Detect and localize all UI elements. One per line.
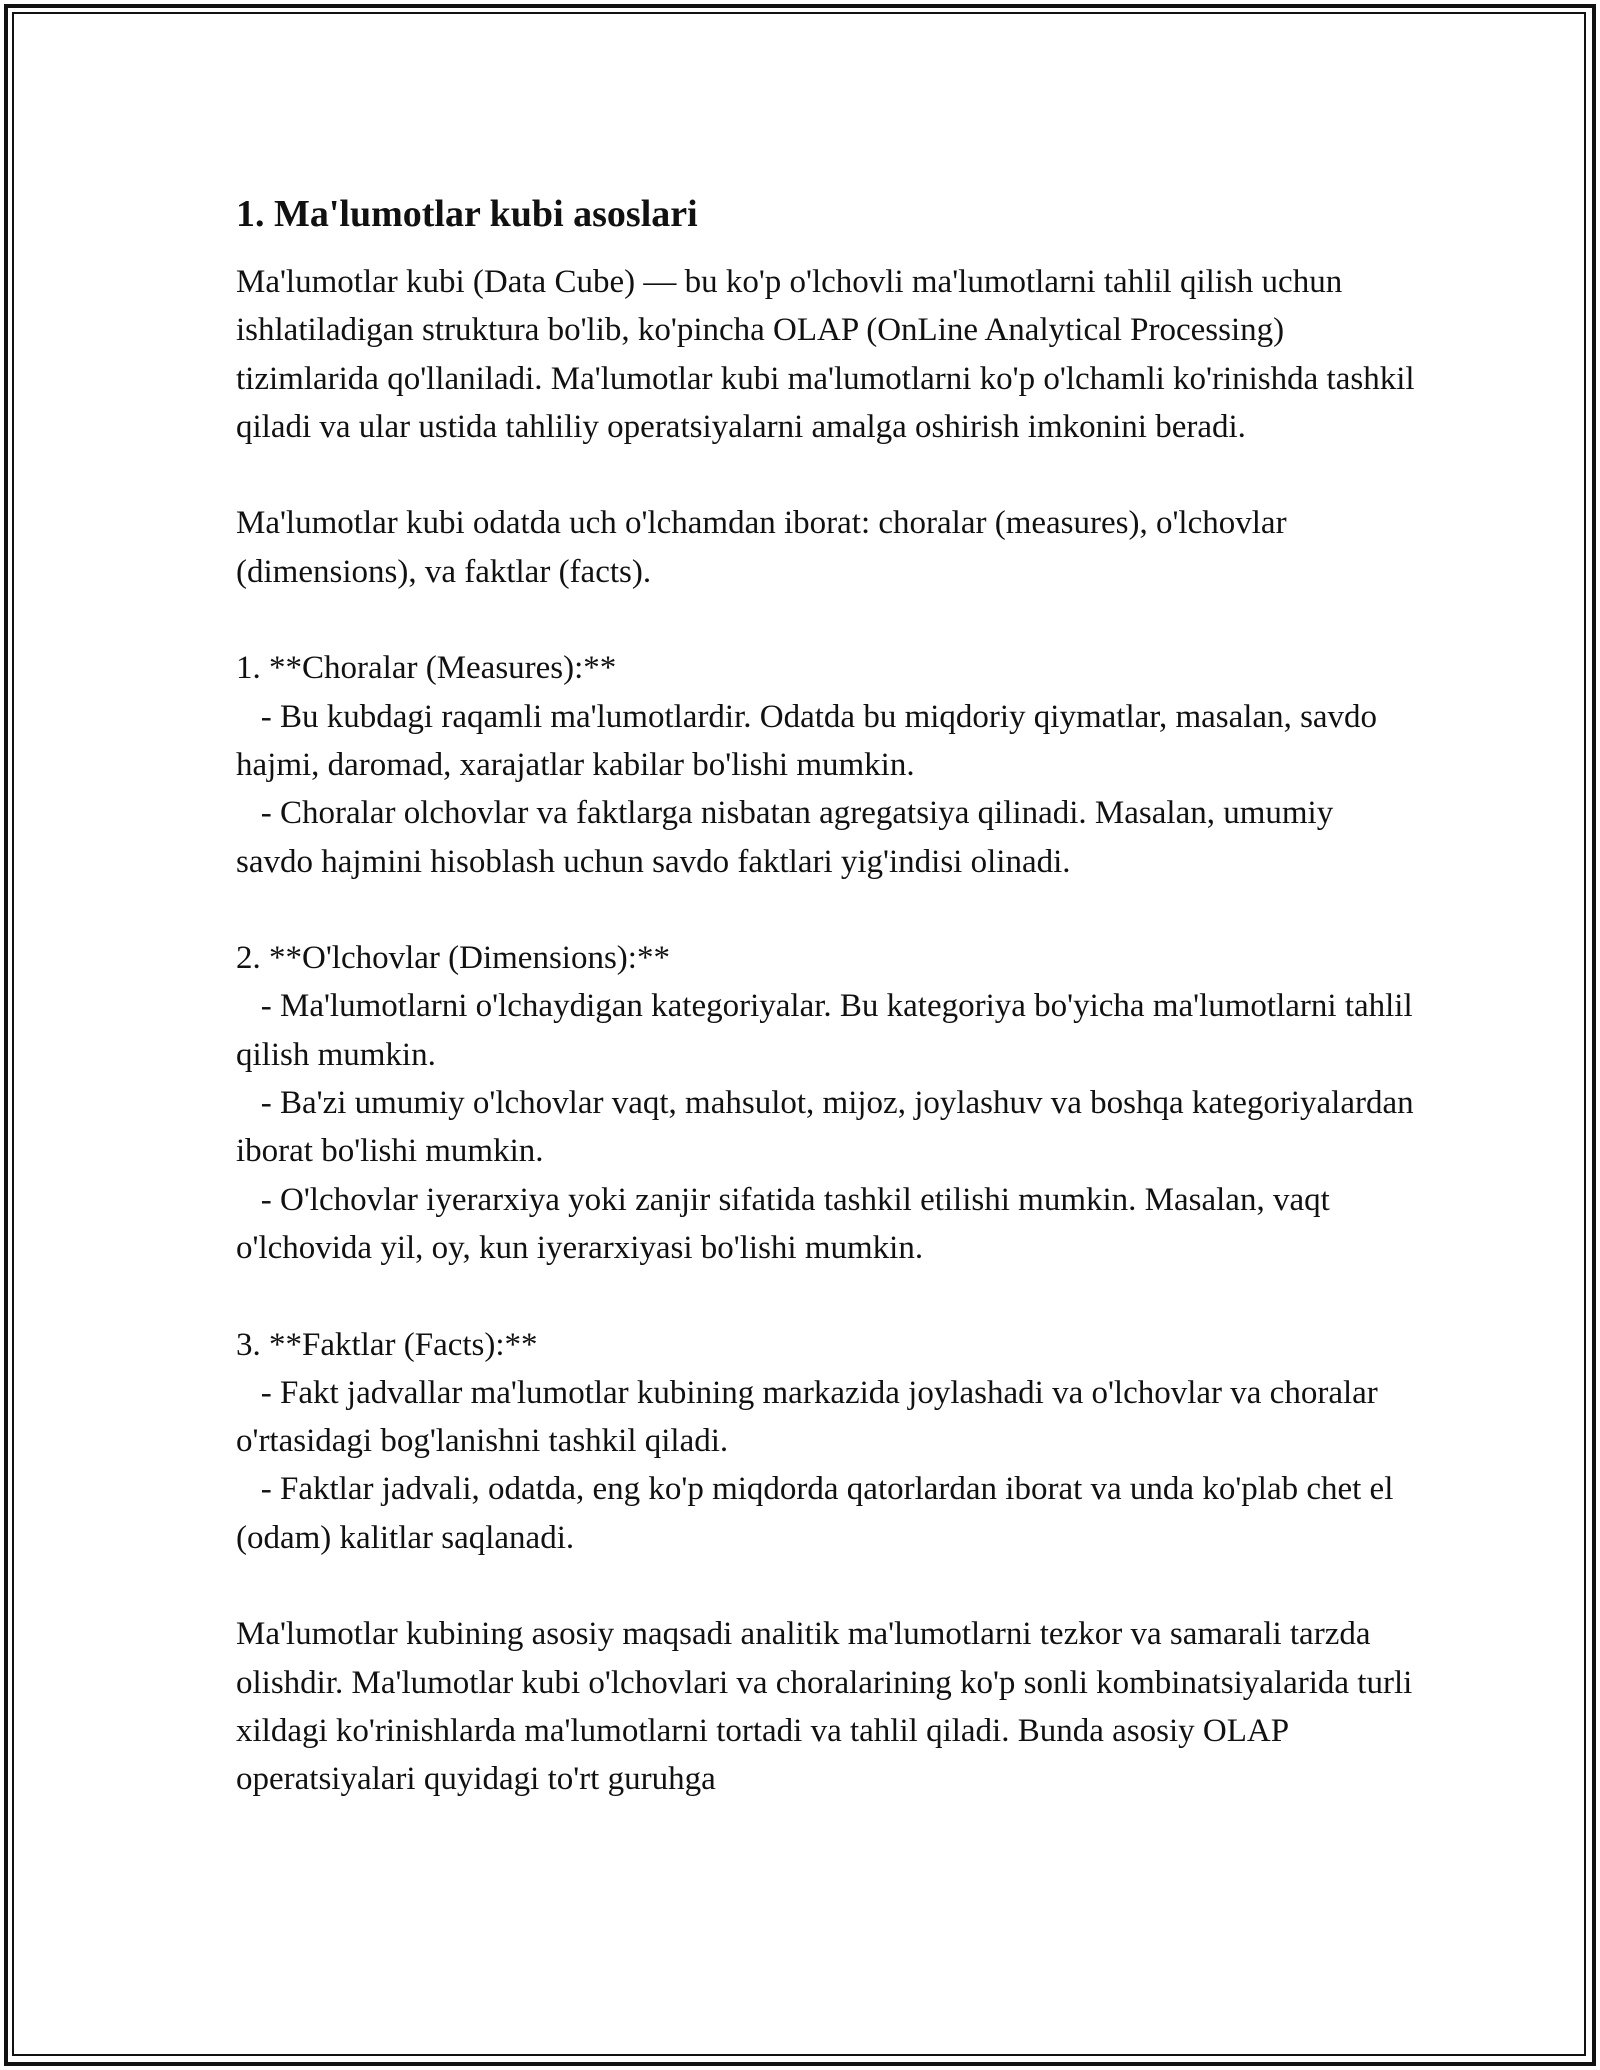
document-page <box>236 186 1423 1804</box>
section-item-text: O'lchovlar iyerarxiya yoki zanjir sifatida tashkil etilishi mumkin. Masalan, vaqt o'lchovida yil, oy, kun iyerarxiyasi bo'lishi mumkin. <box>236 1181 1339 1266</box>
section-item: - Faktlar jadvali, odatda, eng ko'p miqdorda qatorlardan iborat va unda ko'plab chet el (odam) kalitlar saqlanadi. <box>236 1471 1402 1556</box>
section-item: - Fakt jadvallar ma'lumotlar kubining markazida joylashadi va o'lchovlar va choralar o'rtasidagi bog'lanishni tashkil qiladi. <box>236 1374 1387 1460</box>
section-item-text: Fakt jadvallar ma'lumotlar kubining markazida joylashadi va o'lchovlar va choralar o'rtasidagi bog'lanishni tashkil qiladi. <box>236 1374 1387 1460</box>
paragraph-gap <box>236 451 1416 499</box>
conclusion-paragraph: Ma'lumotlar kubining asosiy maqsadi analitik ma'lumotlarni tezkor va samarali tarzda olishdir. Ma'lumotlar kubi o'lchovlari va choralarining ko'p sonli kombinatsiyalarida turli xildagi ko'rinishlarda ma'lumotlarni tortadi va tahlil qiladi. Bunda asosiy OLAP operatsiyalari quyidagi to'rt guruhga <box>236 1616 1421 1798</box>
section-item: - O'lchovlar iyerarxiya yoki zanjir sifatida tashkil etilishi mumkin. Masalan, vaqt o'lchovida yil, oy, kun iyerarxiyasi bo'lishi mumkin. <box>236 1181 1339 1266</box>
section-item: - Ba'zi umumiy o'lchovlar vaqt, mahsulot, mijoz, joylashuv va boshqa kategoriyalardan iborat bo'lishi mumkin. <box>236 1085 1422 1170</box>
section-item-text: Faktlar jadvali, odatda, eng ko'p miqdorda qatorlardan iborat va unda ko'plab chet el (odam) kalitlar saqlanadi. <box>236 1471 1402 1556</box>
intro-paragraph: Ma'lumotlar kubi (Data Cube) — bu ko'p o'lchovli ma'lumotlarni tahlil qilish uchun ishlatiladigan struktura bo'lib, ko'pincha OLAP (OnLine Analytical Processing) tizimlarida qo'llaniladi. Ma'lumotlar kubi ma'lumotlarni ko'p o'lchamli ko'rinishda tashkil qiladi va ular ustida tahliliy operatsiyalarni amalga oshirish imkonini beradi. <box>236 264 1423 445</box>
components-intro-paragraph: Ma'lumotlar kubi odatda uch o'lchamdan iborat: choralar (measures), o'lchovlar (dimensions), va faktlar (facts). <box>236 505 1295 590</box>
section-item-text: Bu kubdagi raqamli ma'lumotlardir. Odatda bu miqdoriy qiymatlar, masalan, savdo hajmi, daromad, xarajatlar kabilar bo'lishi mumkin. <box>236 698 1386 783</box>
paragraph-gap <box>236 1272 1416 1320</box>
section-title-measures: 1. **Choralar (Measures):** <box>236 650 617 687</box>
section-item-text: Ba'zi umumiy o'lchovlar vaqt, mahsulot, mijoz, joylashuv va boshqa kategoriyalardan iborat bo'lishi mumkin. <box>236 1085 1422 1170</box>
paragraph-gap <box>236 1562 1416 1610</box>
section-item: - Choralar olchovlar va faktlarga nisbatan agregatsiya qilinadi. Masalan, umumiy savdo hajmini hisoblash uchun savdo faktlari yig'indisi olinadi. <box>236 795 1342 880</box>
section-item-text: Choralar olchovlar va faktlarga nisbatan agregatsiya qilinadi. Masalan, umumiy savdo hajmini hisoblash uchun savdo faktlari yig'indisi olinadi. <box>236 795 1342 880</box>
paragraph-gap <box>236 886 1416 934</box>
document-heading: 1. Ma'lumotlar kubi asoslari <box>236 193 698 235</box>
section-title-facts: 3. **Faktlar (Facts):** <box>236 1326 538 1363</box>
section-item-text: Ma'lumotlarni o'lchaydigan kategoriyalar. Bu kategoriya bo'yicha ma'lumotlarni tahlil qilish mumkin. <box>236 988 1421 1073</box>
section-item: - Bu kubdagi raqamli ma'lumotlardir. Odatda bu miqdoriy qiymatlar, masalan, savdo hajmi, daromad, xarajatlar kabilar bo'lishi mumkin. <box>236 698 1386 783</box>
paragraph-gap <box>236 596 1416 644</box>
section-item: - Ma'lumotlarni o'lchaydigan kategoriyalar. Bu kategoriya bo'yicha ma'lumotlarni tahlil qilish mumkin. <box>236 988 1421 1073</box>
section-title-dimensions: 2. **O'lchovlar (Dimensions):** <box>236 940 670 977</box>
